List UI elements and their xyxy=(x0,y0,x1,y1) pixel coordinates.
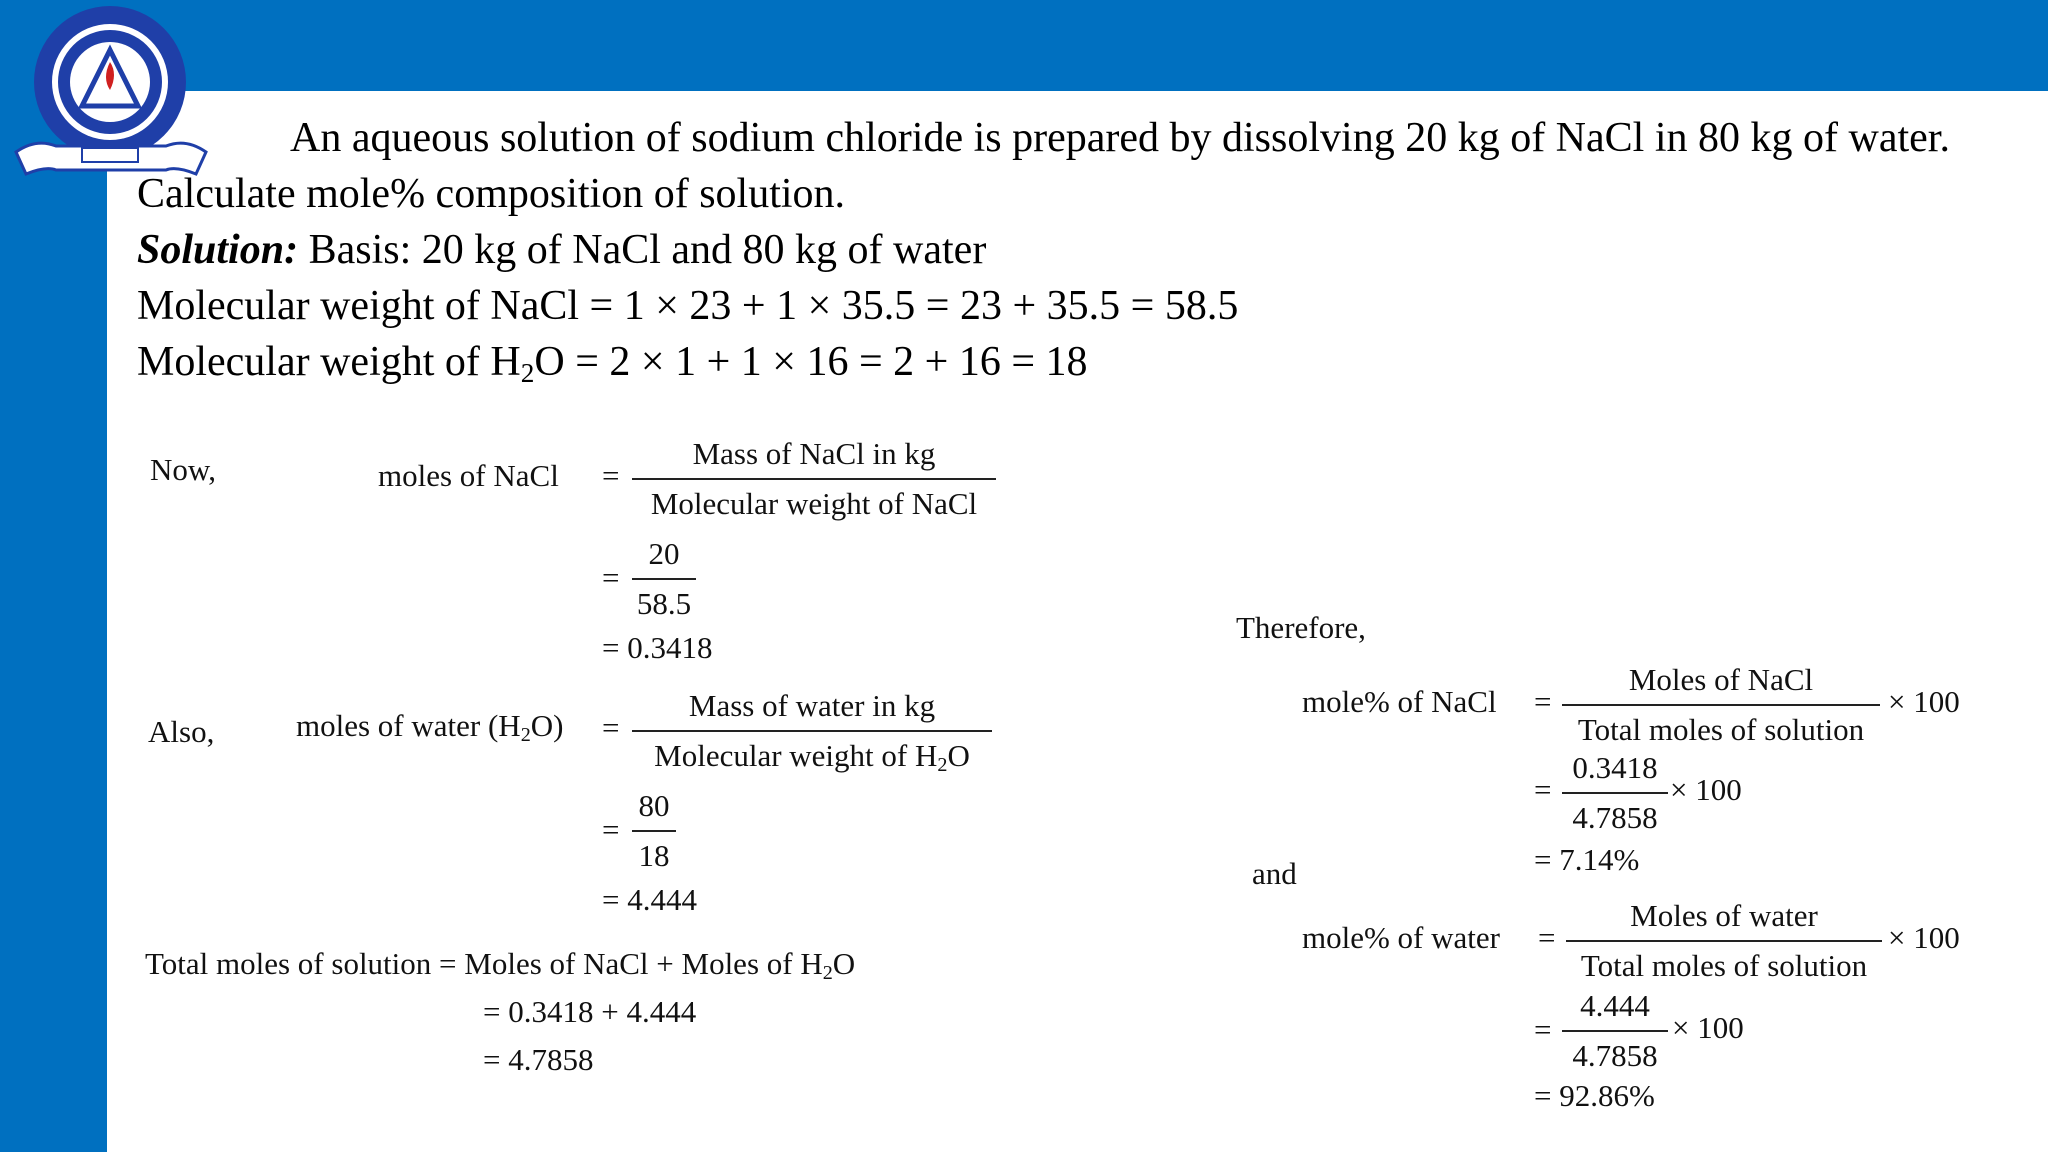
moles-nacl-result: = 0.3418 xyxy=(602,630,713,665)
total-moles-result: = 4.7858 xyxy=(483,1042,594,1077)
now-label: Now, xyxy=(150,452,217,487)
therefore-label: Therefore, xyxy=(1236,610,1366,645)
fraction-0.3418-over-4.7858: $\frac{0.3418}{4.7858}$ xyxy=(1562,748,1668,838)
and-label: and xyxy=(1252,856,1297,891)
mole-percent-nacl-result: = 7.14% xyxy=(1534,842,1640,877)
mw-h2o-line: Molecular weight of $H_2O = 2 \times 1 + 1 \times 16 = 2 + 16 = 18$ xyxy=(137,339,1088,388)
moles-water-label: moles of water $(H_2O)$ xyxy=(296,708,564,747)
times-100: × 100 xyxy=(1672,1010,1744,1045)
times-100: × 100 xyxy=(1670,772,1742,807)
fraction-4.444-over-4.7858: $\frac{4.444}{4.7858}$ xyxy=(1562,986,1668,1076)
fraction-moles-nacl-over-total: Moles of NaCl Total moles of solution xyxy=(1562,660,1880,750)
fraction-20-over-58.5: $\frac{20}{58.5}$ xyxy=(632,534,696,624)
equals-sign: = xyxy=(602,710,620,745)
mole-percent-water-label: mole% of water xyxy=(1302,920,1500,955)
times-100: × 100 xyxy=(1888,920,1960,955)
moles-water-result: = 4.444 xyxy=(602,882,697,917)
solution-basis-line xyxy=(137,222,986,278)
equals-sign: = xyxy=(1538,920,1556,955)
equals-sign: = xyxy=(1534,684,1552,719)
equals-sign: = xyxy=(602,560,620,595)
equals-sign: = xyxy=(1534,772,1552,807)
fraction-mass-nacl: Mass of NaCl in kg Molecular weight of NaCl xyxy=(632,434,996,524)
mw-nacl-line: Molecular weight of NaCl = 1 × 23 + 1 × 35.5 = 23 + 35.5 = 58.5 xyxy=(137,283,1239,329)
problem-statement: An aqueous solution of sodium chloride is prepared by dissolving 20 kg of NaCl in 80 kg of water. Calculate mole% composition of solution. xyxy=(137,115,1950,217)
top-banner xyxy=(0,0,2048,91)
equals-sign: = xyxy=(602,458,620,493)
equals-sign: = xyxy=(602,812,620,847)
basis-text: Basis: 20 kg of NaCl and 80 kg of water xyxy=(308,227,987,273)
mole-percent-nacl-label: mole% of NaCl xyxy=(1302,684,1497,719)
times-100: × 100 xyxy=(1888,684,1960,719)
also-label: Also, xyxy=(148,714,215,749)
total-moles-line: Total moles of solution = Moles of NaCl + Moles of $H_2O$ xyxy=(145,946,856,985)
fraction-moles-water-over-total: Moles of water Total moles of solution xyxy=(1566,896,1882,986)
fraction-80-over-18: $\frac{80}{18}$ xyxy=(632,786,676,876)
solution-label: Solution: xyxy=(137,227,299,273)
mole-percent-water-result: = 92.86% xyxy=(1534,1078,1655,1113)
fraction-mass-water: Mass of water in kg Molecular weight of $H_2O$ xyxy=(632,686,992,776)
moles-nacl-label: moles of NaCl xyxy=(378,458,559,493)
equals-sign: = xyxy=(1534,1012,1552,1047)
total-moles-sum: = 0.3418 + 4.444 xyxy=(483,994,697,1029)
